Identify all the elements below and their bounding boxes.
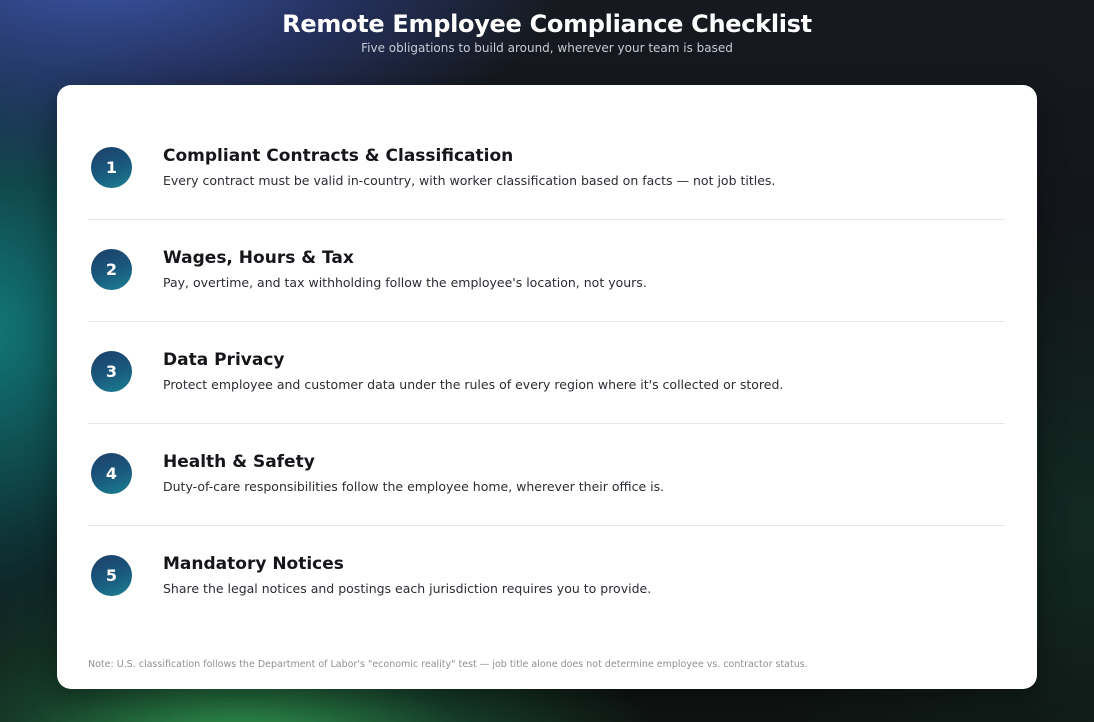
page-title: Remote Employee Compliance Checklist bbox=[282, 10, 812, 38]
checklist-item-title: Compliant Contracts & Classification bbox=[163, 146, 514, 166]
checklist-item-contracts bbox=[88, 117, 1005, 220]
step-number-badge: 3 bbox=[91, 351, 132, 392]
checklist-item-notices bbox=[88, 525, 1005, 627]
checklist-item-title: Data Privacy bbox=[163, 350, 285, 370]
checklist-item-title: Wages, Hours & Tax bbox=[163, 248, 354, 268]
checklist-item-title: Mandatory Notices bbox=[163, 554, 344, 574]
checklist-item-description: Duty-of-care responsibilities follow the employee home, wherever their office is. bbox=[163, 479, 665, 494]
checklist-card bbox=[57, 85, 1037, 689]
page-header bbox=[0, 0, 1094, 56]
checklist-item-safety bbox=[88, 423, 1005, 526]
step-number-badge: 5 bbox=[91, 555, 132, 596]
checklist-item-description: Protect employee and customer data under the rules of every region where it's collected or stored. bbox=[163, 377, 784, 392]
footnote: Note: U.S. classification follows the Department of Labor's "economic reality" test — job title alone does not determine employee vs. contractor status. bbox=[88, 659, 808, 670]
step-number-badge: 2 bbox=[91, 249, 132, 290]
checklist-item-title: Health & Safety bbox=[163, 452, 315, 472]
checklist-item-privacy bbox=[88, 321, 1005, 424]
checklist-item-description: Pay, overtime, and tax withholding follow the employee's location, not yours. bbox=[163, 275, 647, 290]
step-number-badge: 4 bbox=[91, 453, 132, 494]
checklist-item-description: Every contract must be valid in-country, with worker classification based on facts — not job titles. bbox=[163, 173, 776, 188]
step-number-badge: 1 bbox=[91, 147, 132, 188]
checklist-item-description: Share the legal notices and postings each jurisdiction requires you to provide. bbox=[163, 581, 652, 596]
checklist-item-wages bbox=[88, 219, 1005, 322]
page-subtitle: Five obligations to build around, wherever your team is based bbox=[361, 41, 733, 55]
